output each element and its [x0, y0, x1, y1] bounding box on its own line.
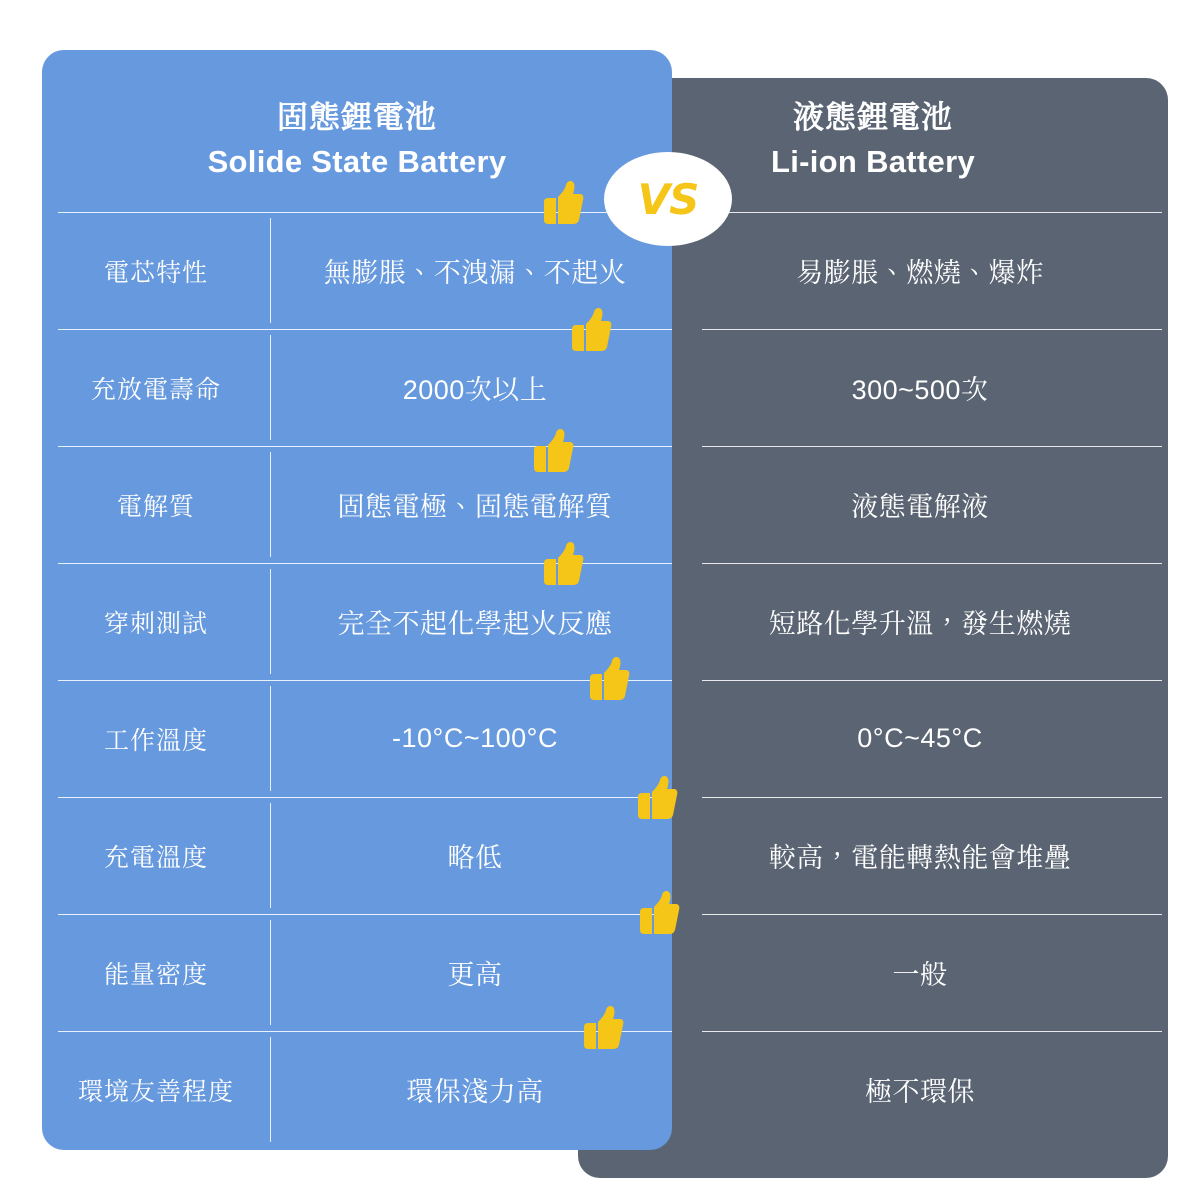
row-value-solid	[270, 797, 672, 914]
row-label: 電解質	[116, 492, 195, 521]
row-value-solid	[270, 680, 672, 797]
table-row	[42, 563, 1168, 680]
row-value-solid-text: 環保淺力高	[406, 1077, 544, 1107]
row-label: 穿刺測試	[103, 609, 208, 638]
row-value-solid	[270, 446, 672, 563]
liquid-title-en: Li-ion Battery	[771, 143, 975, 179]
row-value-solid	[270, 1031, 672, 1148]
vs-label: VS	[637, 174, 699, 224]
solid-state-title-cn: 固態鋰電池	[277, 100, 437, 135]
row-value-solid-text: -10°C~100°C	[392, 723, 558, 753]
row-value-solid-text: 無膨脹、不洩漏、不起火	[323, 258, 627, 288]
row-label: 工作溫度	[103, 726, 208, 755]
row-value-liquid: 300~500次	[851, 375, 989, 405]
row-value-solid-text: 完全不起化學起火反應	[337, 609, 613, 639]
row-value-liquid: 易膨脹、燃燒、爆炸	[796, 258, 1044, 288]
table-row	[42, 797, 1168, 914]
row-value-solid	[270, 563, 672, 680]
row-value-liquid: 極不環保	[865, 1077, 975, 1107]
table-row	[42, 446, 1168, 563]
row-value-solid-text: 2000次以上	[402, 375, 548, 405]
row-value-liquid: 短路化學升溫，發生燃燒	[768, 609, 1072, 639]
row-label: 電芯特性	[103, 258, 208, 287]
solid-state-title-en: Solide State Battery	[207, 143, 507, 179]
liquid-title-cn: 液態鋰電池	[793, 100, 953, 135]
row-value-solid	[270, 212, 672, 329]
row-value-liquid: 一般	[892, 960, 948, 990]
row-value-liquid: 較高，電能轉熱能會堆疊	[768, 843, 1072, 873]
row-label: 充電溫度	[103, 843, 208, 872]
table-row	[42, 1031, 1168, 1148]
table-row	[42, 212, 1168, 329]
row-label: 能量密度	[103, 960, 208, 989]
row-value-solid-text: 固態電極、固態電解質	[337, 492, 613, 522]
row-label: 充放電壽命	[90, 375, 221, 404]
comparison-rows	[42, 212, 1168, 1148]
table-row	[42, 914, 1168, 1031]
row-value-solid	[270, 914, 672, 1031]
row-value-solid	[270, 329, 672, 446]
row-value-solid-text: 更高	[447, 960, 503, 990]
row-value-solid-text: 略低	[447, 843, 503, 873]
vs-badge	[604, 152, 732, 246]
table-row	[42, 329, 1168, 446]
table-row	[42, 680, 1168, 797]
row-value-liquid: 液態電解液	[851, 492, 989, 522]
row-value-liquid: 0°C~45°C	[857, 723, 983, 753]
row-label: 環境友善程度	[77, 1077, 234, 1106]
